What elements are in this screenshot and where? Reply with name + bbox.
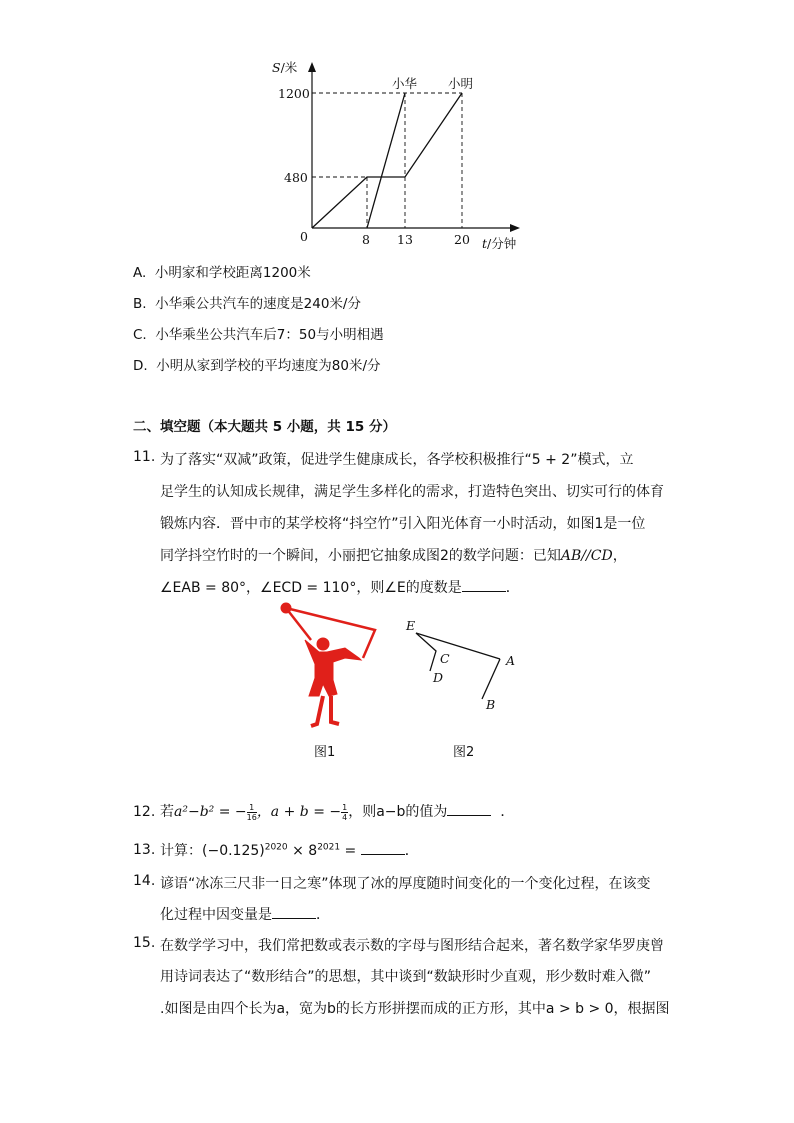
- q11-line-1: 为了落实“双减”政策，促进学生健康成长，各学校积极推行“5 + 2”模式，立: [160, 452, 634, 468]
- q11-answer-blank[interactable]: [462, 579, 506, 592]
- origin-label: 0: [300, 229, 308, 244]
- q14-answer-blank[interactable]: [272, 906, 316, 919]
- q13-number: 13.: [133, 842, 156, 858]
- label-xiaohua: 小华: [392, 76, 418, 91]
- xiaohua-line: [367, 93, 405, 228]
- y-axis-arrow: [308, 62, 316, 72]
- section-header: 二、填空题（本大题共 5 小题，共 15 分）: [133, 419, 396, 435]
- q14-line-2: 化过程中因变量是 ．: [160, 907, 330, 923]
- label-xiaoming: 小明: [448, 76, 474, 91]
- line-E-to-A: [416, 633, 500, 659]
- q12-fraction-2: $\frac{1}{4}$: [342, 802, 348, 822]
- q12-text: 若a²−b² = − $\frac{1}{16}$，a + b = − $\frac{1}{4}$，则a−b的值为 ．: [160, 802, 515, 822]
- x-axis-label: t/分钟: [482, 236, 517, 251]
- y-tick-1200: 1200: [278, 86, 310, 101]
- q14-line-1: 谚语“冰冻三尺非一日之寒”体现了冰的厚度随时间变化的一个变化过程，在该变: [160, 876, 651, 892]
- point-C: C: [440, 651, 450, 666]
- line-A-to-B: [482, 659, 500, 699]
- q14-number: 14.: [133, 873, 156, 889]
- q11-line-3: 锻炼内容．晋中市的某学校将“抖空竹”引入阳光体育一小时活动，如图1是一位: [160, 516, 646, 532]
- q11-number: 11.: [133, 449, 156, 465]
- q12-fraction-1: $\frac{1}{16}$: [246, 802, 257, 822]
- figure-1-caption: 图1: [314, 745, 336, 760]
- x-tick-8: 8: [362, 232, 370, 247]
- q11-line-5: ∠EAB = 80°，∠ECD = 110°，则∠E的度数是 ．: [160, 580, 520, 596]
- q12-number: 12.: [133, 804, 156, 820]
- figure-1-diabolo-player: [275, 600, 385, 730]
- figure-2-geometry: [400, 615, 530, 715]
- x-tick-13: 13: [397, 232, 413, 247]
- point-B: B: [486, 697, 496, 712]
- figure-1-svg: [275, 600, 385, 730]
- x-tick-20: 20: [454, 232, 470, 247]
- figure-2-caption: 图2: [453, 745, 475, 760]
- option-a: A. 小明家和学校距离1200米: [133, 265, 311, 281]
- q12-answer-blank[interactable]: [447, 803, 491, 816]
- q13-answer-blank[interactable]: [361, 842, 405, 855]
- q15-line-1: 在数学学习中，我们常把数或表示数的字母与图形结合起来，著名数学家华罗庚曾: [160, 938, 664, 954]
- option-b: B. 小华乘公共汽车的速度是240米/分: [133, 296, 361, 312]
- q15-line-2: 用诗词表达了“数形结合”的思想，其中谈到“数缺形时少直观，形少数时难入微”: [160, 969, 652, 985]
- option-d: D. 小明从家到学校的平均速度为80米/分: [133, 358, 381, 374]
- point-A: A: [506, 653, 516, 668]
- q11-line-2: 足学生的认知成长规律，满足学生多样化的需求，打造特色突出、切实可行的体育: [160, 484, 664, 500]
- q11-line-4: 同学抖空竹时的一个瞬间，小丽把它抽象成图2的数学问题：已知AB//CD，: [160, 548, 627, 564]
- y-axis-label: S/米: [272, 60, 298, 75]
- xiaoming-line: [312, 93, 462, 228]
- option-c: C. 小华乘坐公共汽车后7：50与小明相遇: [133, 327, 384, 343]
- distance-time-graph: [270, 58, 530, 253]
- q15-number: 15.: [133, 935, 156, 951]
- q13-text: 计算：$(-0.125)^{2020} \times 8^{2021}$ = ．: [160, 842, 419, 859]
- x-axis-arrow: [510, 224, 520, 232]
- q15-line-3: .如图是由四个长为a，宽为b的长方形拼摆而成的正方形，其中a > b > 0，根据图: [160, 1001, 670, 1017]
- y-tick-480: 480: [284, 170, 308, 185]
- point-D: D: [433, 670, 444, 685]
- point-E: E: [406, 618, 416, 633]
